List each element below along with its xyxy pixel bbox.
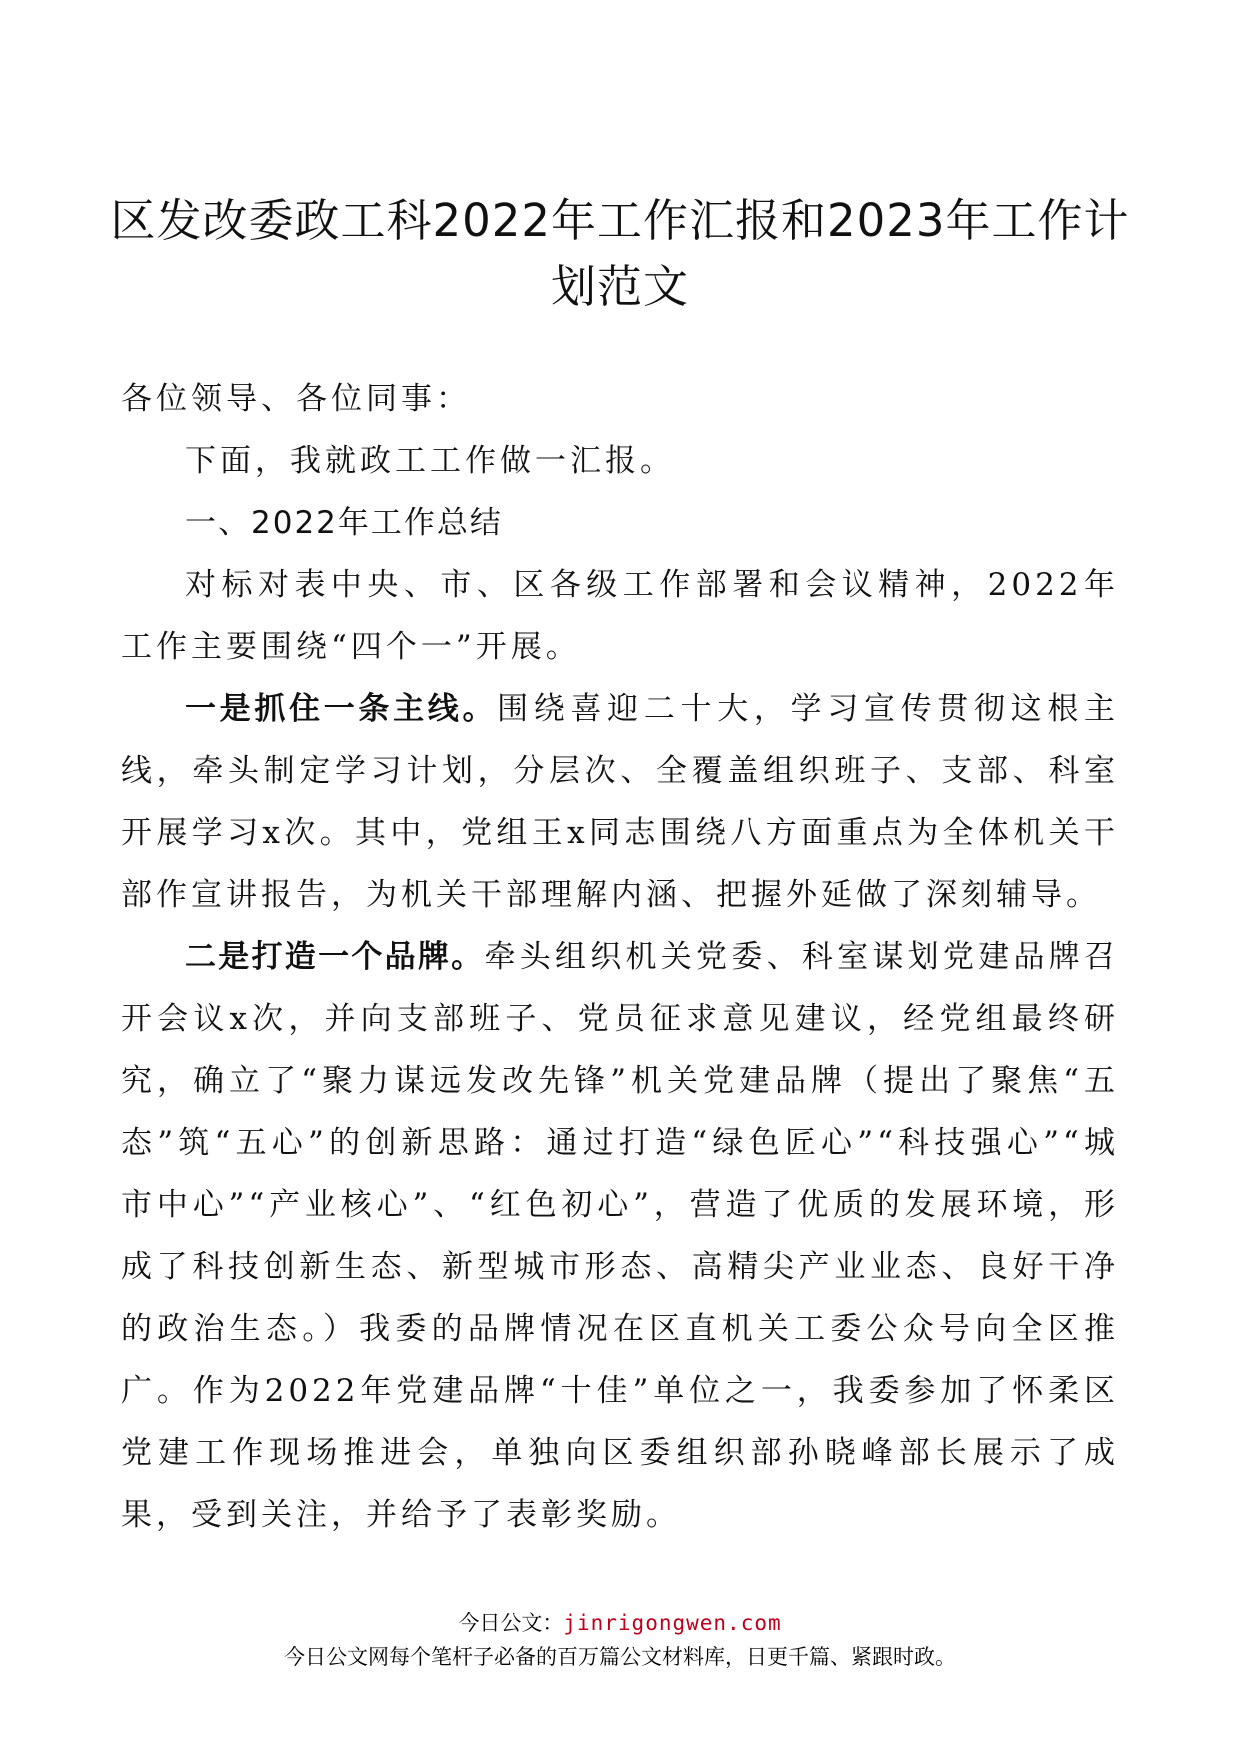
paragraph-text: 围绕喜迎二十大，学习宣传贯彻这根主线，牵头制定学习计划，分层次、全覆盖组织班子、支部、科室开展学习x次。其中，党组王x同志围绕八方面重点为全体机关干部作宣讲报告，为机关干部理解内涵、把握外延做了深刻辅导。 (121, 691, 1120, 913)
footer-slogan: 今日公文网每个笔杆子必备的百万篇公文材料库，日更千篇、紧跟时政。 (284, 1645, 956, 1669)
paragraph-main-line (121, 678, 1119, 926)
footer-label: 今日公文： (458, 1611, 564, 1635)
paragraph-text: 牵头组织机关党委、科室谋划党建品牌召开会议x次，并向支部班子、党员征求意见建议，经党组最终研究，确立了“聚力谋远发改先锋”机关党建品牌（提出了聚焦“五态”筑“五心”的创新思路：通过打造“绿色匠心”“科技强心”“城市中心”“产业核心”、“红色初心”，营造了优质的发展环境，形成了科技创新生态、新型城市形态、高精尖产业业态、良好干净的政治生态。）我委的品牌情况在区直机关工委公众号向全区推广。作为2022年党建品牌“十佳”单位之一，我委参加了怀柔区党建工作现场推进会，单独向区委组织部孙晓峰部长展示了成果，受到关注，并给予了表彰奖励。 (121, 939, 1120, 1533)
footer-source (0, 1608, 1240, 1638)
title-line-1: 区发改委政工科2022年工作汇报和2023年工作计 (110, 194, 1130, 247)
paragraph-lead: 一是抓住一条主线。 (185, 691, 498, 727)
paragraph-brand (121, 926, 1119, 1546)
title-line-2: 划范文 (550, 260, 689, 313)
intro-paragraph: 下面，我就政工工作做一汇报。 (185, 443, 675, 479)
summary-paragraph: 对标对表中央、市、区各级工作部署和会议精神，2022年工作主要围绕“四个一”开展。 (121, 567, 1119, 665)
paragraph-lead: 二是打造一个品牌。 (185, 939, 485, 975)
footer-site-link[interactable]: jinrigongwen.com (563, 1611, 782, 1635)
salutation: 各位领导、各位同事： (121, 381, 471, 417)
document-body (121, 368, 1119, 1546)
document-title (110, 188, 1130, 320)
section-heading: 一、2022年工作总结 (185, 505, 503, 541)
